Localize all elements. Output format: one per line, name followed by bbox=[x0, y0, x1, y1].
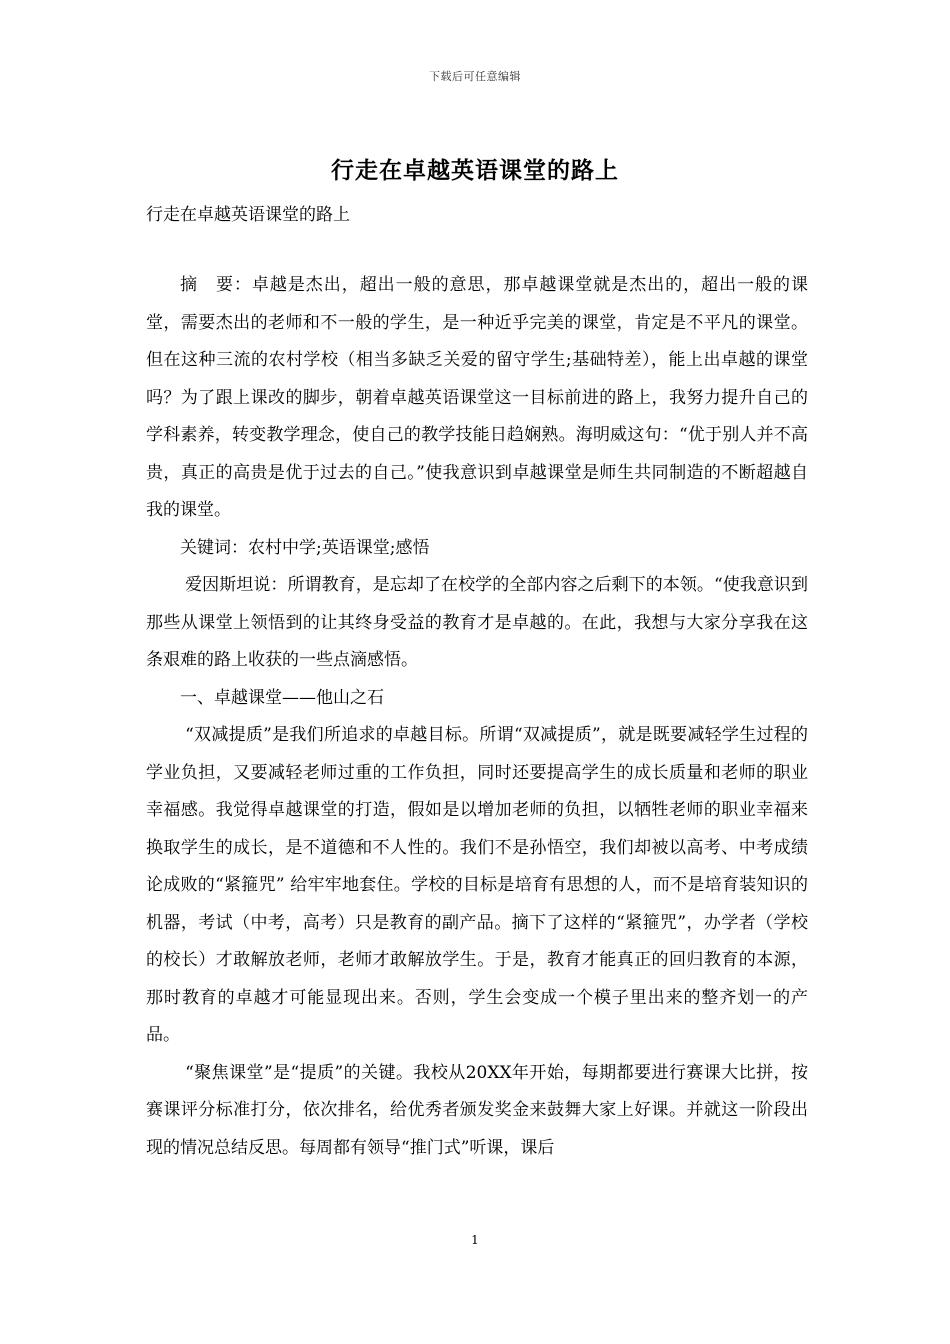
abstract-paragraph: 摘 要：卓越是杰出，超出一般的意思，那卓越课堂就是杰出的，超出一般的课堂，需要杰出的老师和不一般的学生，是一种近乎完美的课堂，肯定是不平凡的课堂。但在这种三流的农村学校（相当多缺乏关爱的留守学生;基础特差），能上出卓越的课堂吗？为了跟上课改的脚步，朝着卓越英语课堂这一目标前进的路上，我努力提升自己的学科素养，转变教学理念，使自己的教学技能日趋娴熟。海明威这句：“优于别人并不高贵，真正的高贵是优于过去的自己。”使我意识到卓越课堂是师生共同制造的不断超越自我的课堂。 bbox=[146, 275, 808, 520]
section-heading: 一、卓越课堂——他山之石 bbox=[180, 687, 384, 708]
body-paragraph: 爱因斯坦说：所谓教育，是忘却了在校学的全部内容之后剩下的本领。“使我意识到那些从课堂上领悟到的让其终身受益的教育才是卓越的。在此，我想与大家分享我在这条艰难的路上收获的一些点滴感悟。 bbox=[146, 575, 808, 670]
body-paragraph: “双减提质”是我们所追求的卓越目标。所谓“双减提质”，就是既要减轻学生过程的学业负担，又要减轻老师过重的工作负担，同时还要提高学生的成长质量和老师的职业幸福感。我觉得卓越课堂的打造，假如是以增加老师的负担，以牺牲老师的职业幸福来换取学生的成长，是不道德和不人性的。我们不是孙悟空，我们却被以高考、中考成绩论成败的“紧箍咒” 给牢牢地套住。学校的目标是培育有思想的人，而不是培育装知识的机器，考试（中考，高考）只是教育的副产品。摘下了这样的“紧箍咒”，办学者（学校的校长）才敢解放老师，老师才敢解放学生。于是，教育才能真正的回归教育的本源，那时教育的卓越才可能显现出来。否则，学生会变成一个模子里出来的整齐划一的产品。 bbox=[146, 725, 808, 1045]
header-note: 下载后可任意编辑 bbox=[429, 70, 521, 83]
document-title: 行走在卓越英语课堂的路上 bbox=[331, 157, 619, 184]
document-subtitle: 行走在卓越英语课堂的路上 bbox=[146, 205, 350, 225]
body-paragraph: “聚焦课堂”是“提质”的关键。我校从20XX年开始，每期都要进行赛课大比拼，按赛课评分标准打分，依次排名，给优秀者颁发奖金来鼓舞大家上好课。并就这一阶段出现的情况总结反思。每周都有领导“推门式”听课，课后 bbox=[146, 1062, 808, 1158]
document-body bbox=[146, 267, 808, 1167]
page-number: 1 bbox=[471, 1233, 479, 1247]
keywords-paragraph: 关键词：农村中学;英语课堂;感悟 bbox=[180, 537, 430, 558]
